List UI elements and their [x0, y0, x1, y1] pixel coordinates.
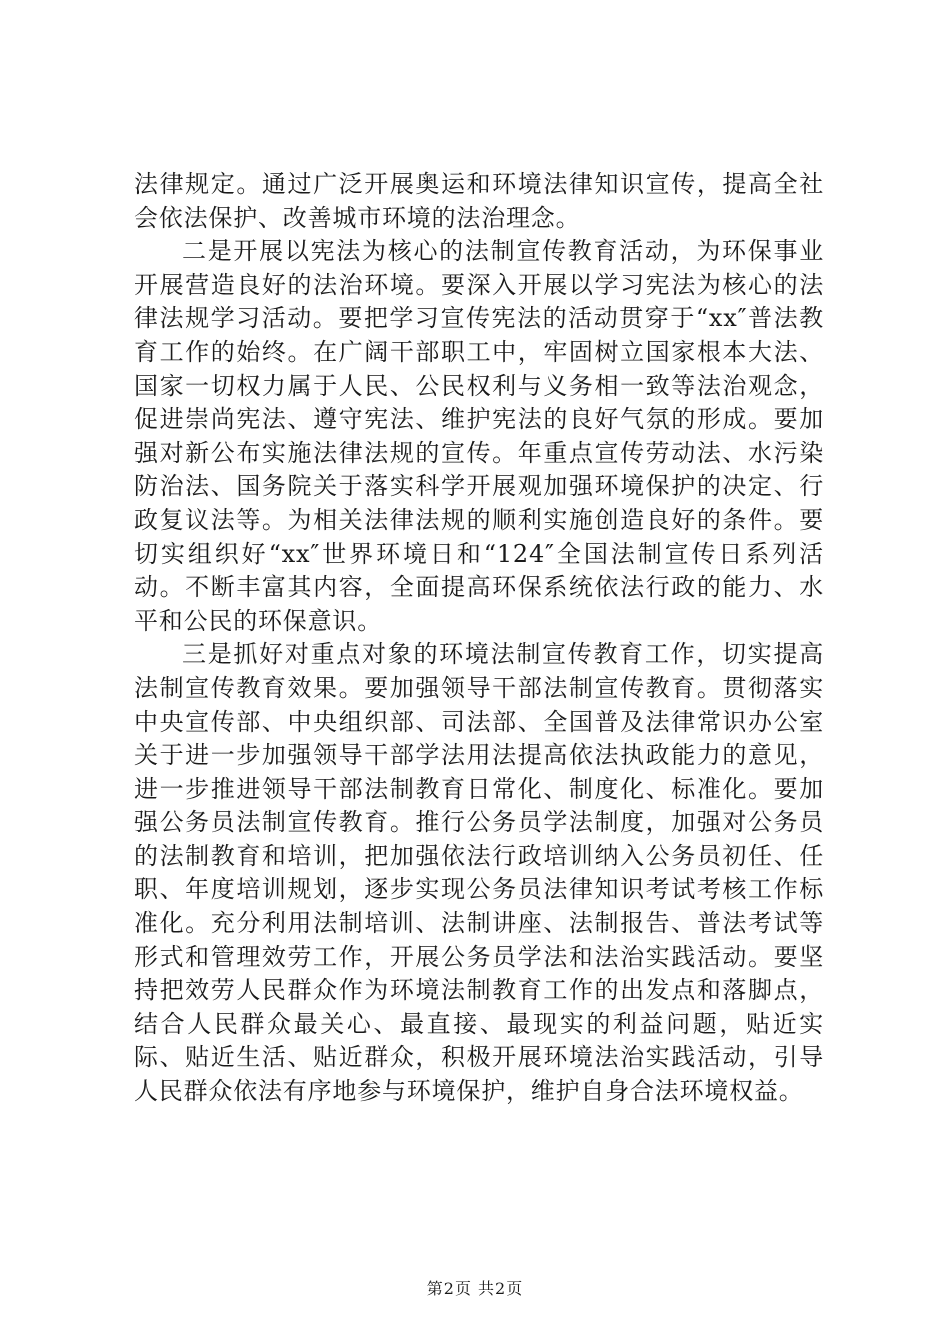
- paragraph-key-targets-education: 三是抓好对重点对象的环境法制宣传教育工作，切实提高法制宣传教育效果。要加强领导干部法制宣传教育。贯彻落实中央宣传部、中央组织部、司法部、全国普及法律常识办公室关于进一步加强领导干部学法用法提高依法执政能力的意见，进一步推进领导干部法制教育日常化、制度化、标准化。要加强公务员法制宣传教育。推行公务员学法制度，加强对公务员的法制教育和培训，把加强依法行政培训纳入公务员初任、任职、年度培训规划，逐步实现公务员法律知识考试考核工作标准化。充分利用法制培训、法制讲座、法制报告、普法考试等形式和管理效劳工作，开展公务员学法和法治实践活动。要坚持把效劳人民群众作为环境法制教育工作的出发点和落脚点，结合人民群众最关心、最直接、最现实的利益问题，贴近实际、贴近生活、贴近群众，积极开展环境法治实践活动，引导人民群众依法有序地参与环境保护，维护自身合法环境权益。: [134, 640, 824, 1106]
- page-number-footer: 第2页 共2页: [426, 1279, 524, 1298]
- paragraph-continuation: 法律规定。通过广泛开展奥运和环境法律知识宣传，提高全社会依法保护、改善城市环境的法治理念。: [134, 170, 824, 232]
- paragraph-constitution-education: 二是开展以宪法为核心的法制宣传教育活动，为环保事业开展营造良好的法治环境。要深入开展以学习宪法为核心的法律法规学习活动。要把学习宣传宪法的活动贯穿于“xx″普法教育工作的始终。在广阔干部职工中，牢固树立国家根本大法、国家一切权力属于人民、公民权利与义务相一致等法治观念，促进崇尚宪法、遵守宪法、维护宪法的良好气氛的形成。要加强对新公布实施法律法规的宣传。年重点宣传劳动法、水污染防治法、国务院关于落实科学开展观加强环境保护的决定、行政复议法等。为相关法律法规的顺利实施创造良好的条件。要切实组织好“xx″世界环境日和“124″全国法制宣传日系列活动。不断丰富其内容，全面提高环保系统依法行政的能力、水平和公民的环保意识。: [134, 237, 824, 635]
- document-body: [134, 168, 824, 1109]
